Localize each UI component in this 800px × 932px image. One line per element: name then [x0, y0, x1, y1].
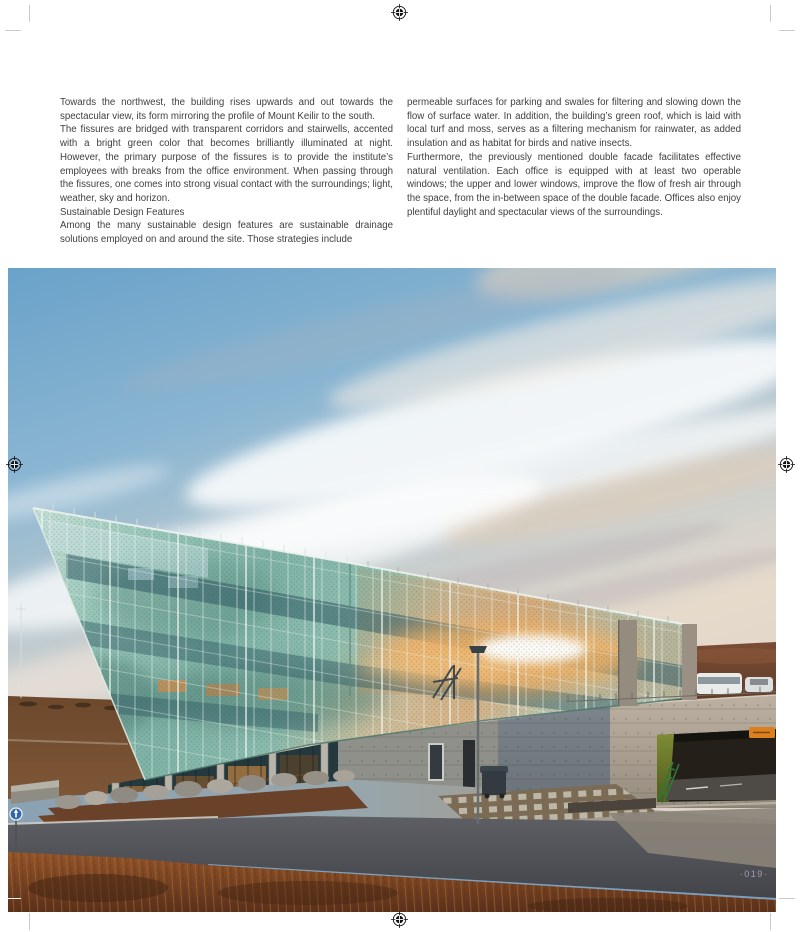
crop-mark [770, 913, 771, 930]
registration-mark-icon [391, 911, 408, 928]
paragraph: The fissures are bridged with transparent corridors and stairwells, accented with a bright green color that becomes brilliantly illuminated at night. However, the primary purpose of the fissures is to provide the institute’s employees with breaks from the office environment. When passing through the fissures, one comes into strong visual contact with the surroundings; light, weather, sky and horizon. [60, 124, 393, 204]
paragraph: Towards the northwest, the building rises upwards and out towards the spectacular view, its form mirroring the profile of Mount Keilir to the south. [60, 97, 393, 122]
paragraph: Furthermore, the previously mentioned double facade facilitates effective natural ventilation. Each office is equipped with at least two operable windows; the upper and lower windows, improve the flow of fresh air through the space, from the in-between space of the double facade. Offices also enjoy plentiful daylight and spectacular views of the surroundings. [407, 151, 741, 218]
paragraph: Among the many sustainable design features are sustainable drainage solutions employed on and around the site. Those strategies include [60, 220, 393, 246]
subheading: Sustainable Design Features [60, 206, 185, 218]
crop-mark [29, 5, 30, 22]
article-column-left [60, 96, 393, 247]
crop-mark [5, 898, 21, 899]
registration-mark-icon [391, 4, 408, 21]
crop-mark [5, 30, 21, 31]
registration-mark-icon [6, 456, 23, 473]
article-column-right [407, 96, 741, 219]
crop-mark [779, 30, 795, 31]
crop-mark [29, 913, 30, 930]
paragraph: permeable surfaces for parking and swales for filtering and slowing down the flow of surface water. In addition, the building’s green roof, which is laid with local turf and moss, serves as a filtering mechanism for rainwater, as added insulation and as habitat for birds and native insects. [407, 97, 741, 150]
crop-mark [779, 898, 795, 899]
crop-mark [770, 5, 771, 22]
page-number: ·019· [739, 869, 769, 879]
architecture-photo [8, 268, 776, 912]
registration-mark-icon [778, 456, 795, 473]
